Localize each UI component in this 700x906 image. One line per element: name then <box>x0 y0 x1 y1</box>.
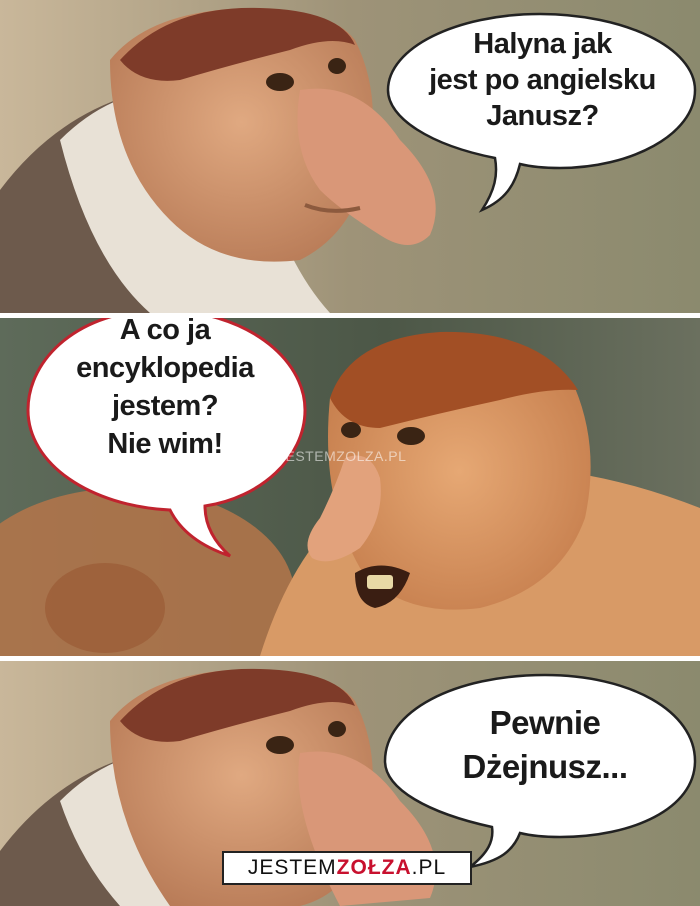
panel-1-bubble-text: Halyna jak jest po angielsku Janusz? <box>429 28 656 132</box>
logo-brand: ZOŁZA <box>336 856 412 879</box>
panel-2-bubble-text: A co ja encyklopedia jestem? Nie wim! <box>76 318 254 460</box>
logo-prefix: JESTEM <box>247 856 337 879</box>
panel-3-bubble-text: Pewnie Dżejnusz... <box>462 704 628 785</box>
panel-1 <box>0 0 700 313</box>
panel-2-watermark: JESTEMZOLZA.PL <box>278 448 407 464</box>
site-logo <box>222 851 472 885</box>
panel-2 <box>0 318 700 656</box>
logo-suffix: .PL <box>411 856 447 879</box>
